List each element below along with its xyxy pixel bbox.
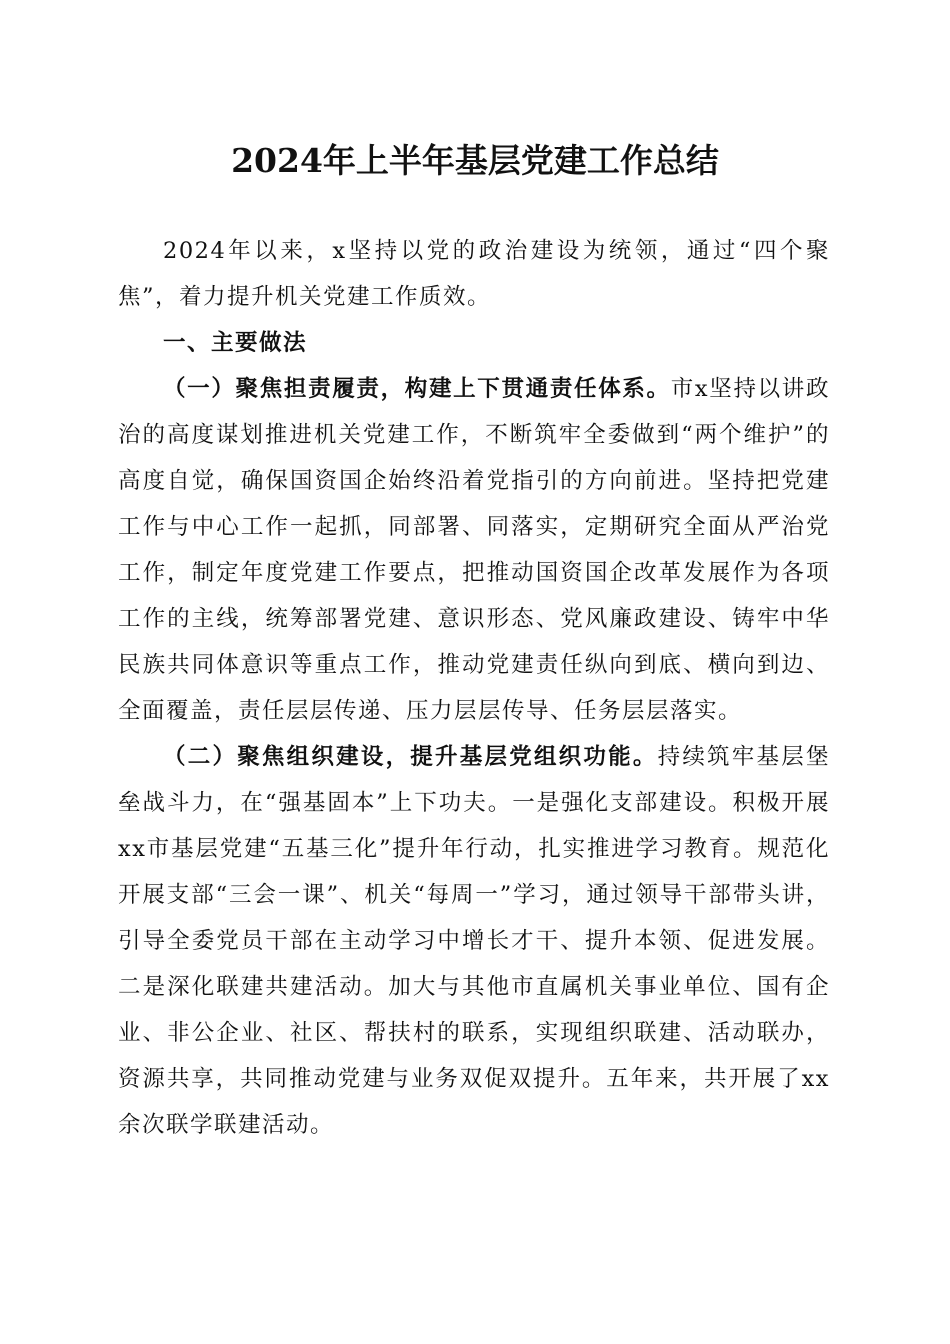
paragraph-1-body: 市x坚持以讲政治的高度谋划推进机关党建工作，不断筑牢全委做到“两个维护”的高度自觉，确保国资国企始终沿着党指引的方向前进。坚持把党建工作与中心工作一起抓，同部署、同落实，定期研究全面从严治党工作，制定年度党建工作要点，把推动国资国企改革发展作为各项工作的主线，统筹部署党建、意识形态、党风廉政建设、铸牢中华民族共同体意识等重点工作，推动党建责任纵向到底、横向到边、全面覆盖，责任层层传递、压力层层传导、任务层层落实。 — [118, 376, 830, 724]
intro-paragraph: 2024年以来，x坚持以党的政治建设为统领，通过“四个聚焦”，着力提升机关党建工作质效。 — [118, 238, 830, 310]
paragraph-2-body: 持续筑牢基层堡垒战斗力，在“强基固本”上下功夫。一是强化支部建设。积极开展xx市基层党建“五基三化”提升年行动，扎实推进学习教育。规范化开展支部“三会一课”、机关“每周一”学习，通过领导干部带头讲，引导全委党员干部在主动学习中增长才干、提升本领、促进发展。二是深化联建共建活动。加大与其他市直属机关事业单位、国有企业、非公企业、社区、帮扶村的联系，实现组织联建、活动联办，资源共享，共同推动党建与业务双促双提升。五年来，共开展了xx余次联学联建活动。 — [118, 744, 830, 1138]
paragraph-1 — [118, 366, 830, 734]
document-title: 2024年上半年基层党建工作总结 — [231, 141, 719, 180]
paragraph-2-lead: （二）聚焦组织建设，提升基层党组织功能。 — [163, 744, 658, 770]
document-body — [118, 228, 830, 1148]
paragraph-2 — [118, 734, 830, 1148]
paragraph-1-lead: （一）聚焦担责履责，构建上下贯通责任体系。 — [163, 376, 671, 402]
section-heading: 一、主要做法 — [163, 330, 308, 356]
